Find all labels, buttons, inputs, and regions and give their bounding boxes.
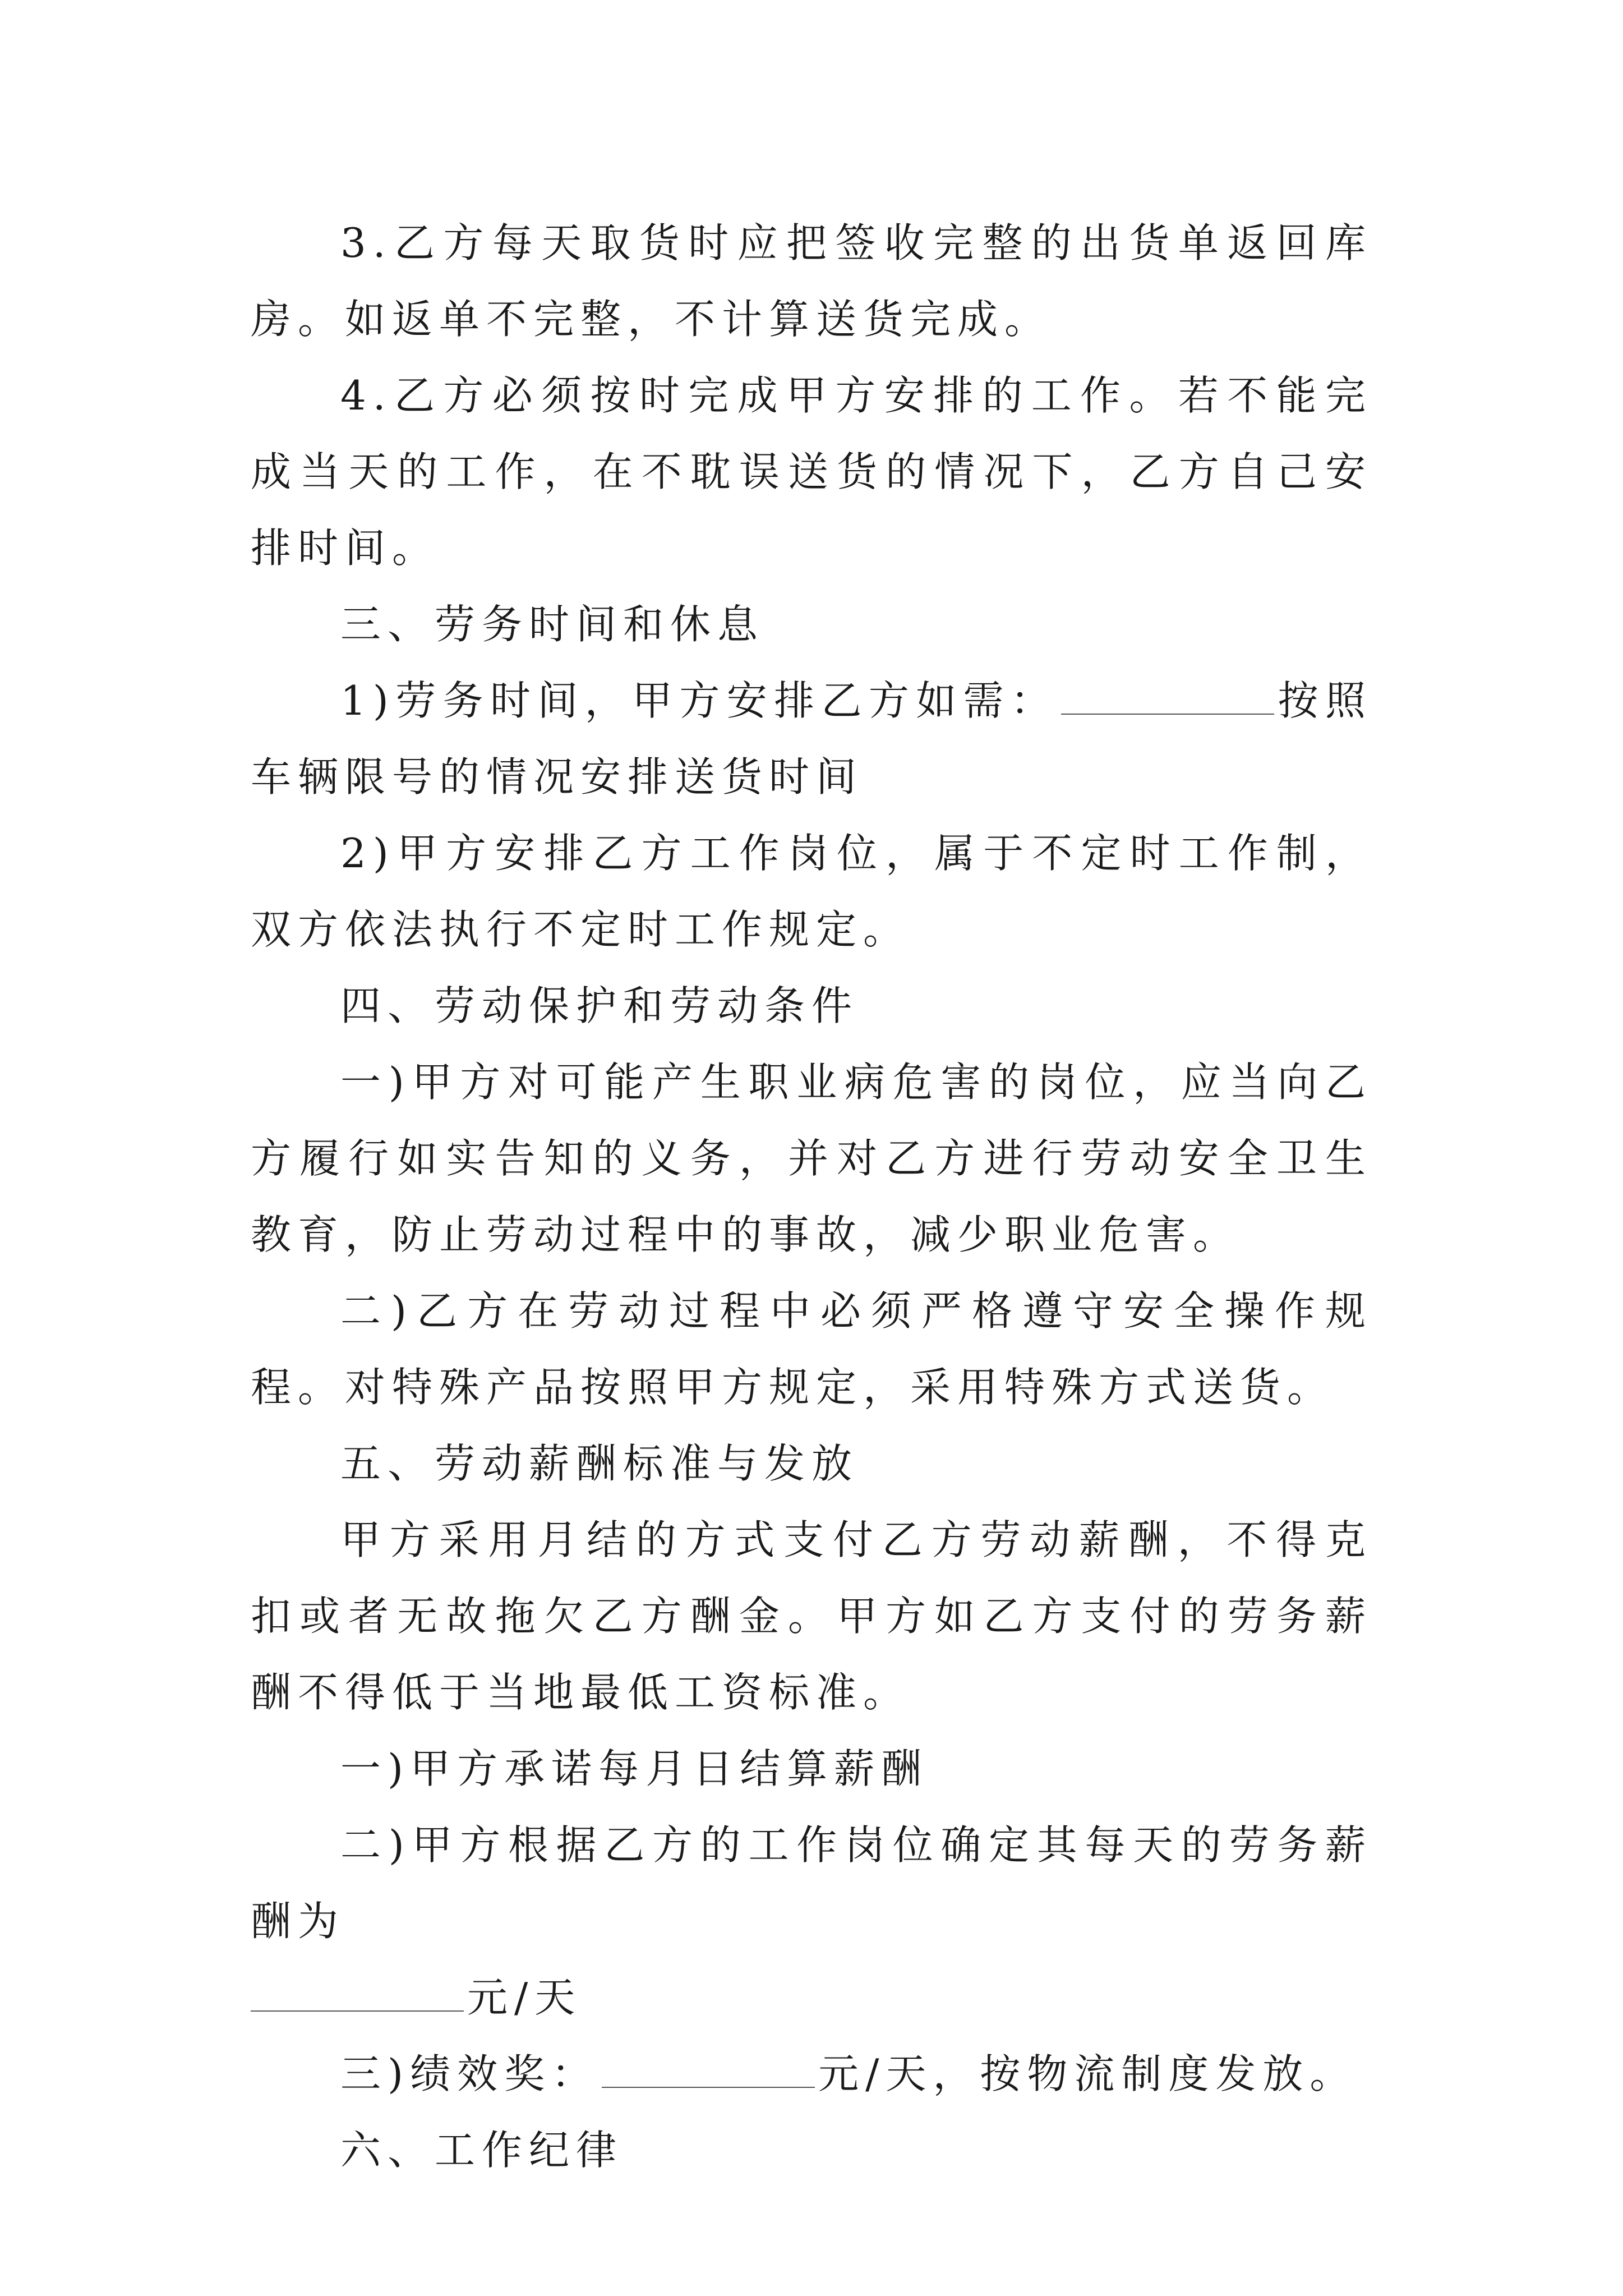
- document-body: [251, 205, 1372, 2188]
- section-heading-remuneration: 五、劳动薪酬标准与发放: [340, 1440, 859, 1487]
- paragraph-performance-bonus-text: 三)绩效奖：: [340, 2050, 599, 2097]
- section-heading-work-discipline: 六、工作纪律: [340, 2127, 624, 2174]
- paragraph-irregular-hours: 2)甲方安排乙方工作岗位，属于不定时工作制，双方依法执行不定时工作规定。: [251, 830, 1372, 953]
- paragraph-monthly-payment: 甲方采用月结的方式支付乙方劳动薪酬，不得克扣或者无故拖欠乙方酬金。甲方如乙方支付的劳务薪酬不得低于当地最低工资标准。: [251, 1516, 1372, 1716]
- paragraph-daily-pay-unit: 元/天: [467, 1974, 582, 2021]
- section-heading-work-time: 三、劳务时间和休息: [340, 601, 765, 648]
- paragraph-performance-bonus: [251, 2036, 1372, 2112]
- paragraph-return-receipt: 3.乙方每天取货时应把签收完整的出货单返回库房。如返单不完整，不计算送货完成。: [251, 219, 1372, 343]
- paragraph-work-time: [251, 662, 1372, 815]
- paragraph-work-time-text: 1)劳务时间，甲方安排乙方如需：: [340, 677, 1058, 724]
- paragraph-settlement-date: 一)甲方承诺每月日结算薪酬: [340, 1745, 929, 1792]
- paragraph-performance-bonus-tail: 元/天，按物流制度发放。: [818, 2050, 1357, 2097]
- paragraph-work-time-tail: 按照车辆限号的情况安排送货时间: [251, 677, 1372, 800]
- performance-bonus-blank: [602, 2051, 815, 2088]
- paragraph-occupational-hazard: 一)甲方对可能产生职业病危害的岗位，应当向乙方履行如实告知的义务，并对乙方进行劳动安全卫生教育，防止劳动过程中的事故，减少职业危害。: [251, 1059, 1372, 1258]
- paragraph-daily-pay: [251, 1807, 1372, 2036]
- daily-pay-blank: [251, 1975, 464, 2012]
- paragraph-daily-pay-text: 二)甲方根据乙方的工作岗位确定其每天的劳务薪酬为: [251, 1821, 1372, 1945]
- work-time-blank: [1061, 678, 1274, 715]
- paragraph-complete-work: 4.乙方必须按时完成甲方安排的工作。若不能完成当天的工作，在不耽误送货的情况下，乙方自己安排时间。: [251, 372, 1372, 572]
- paragraph-safety-rules: 二)乙方在劳动过程中必须严格遵守安全操作规程。对特殊产品按照甲方规定，采用特殊方式送货。: [251, 1287, 1372, 1411]
- section-heading-labor-protection: 四、劳动保护和劳动条件: [340, 982, 859, 1029]
